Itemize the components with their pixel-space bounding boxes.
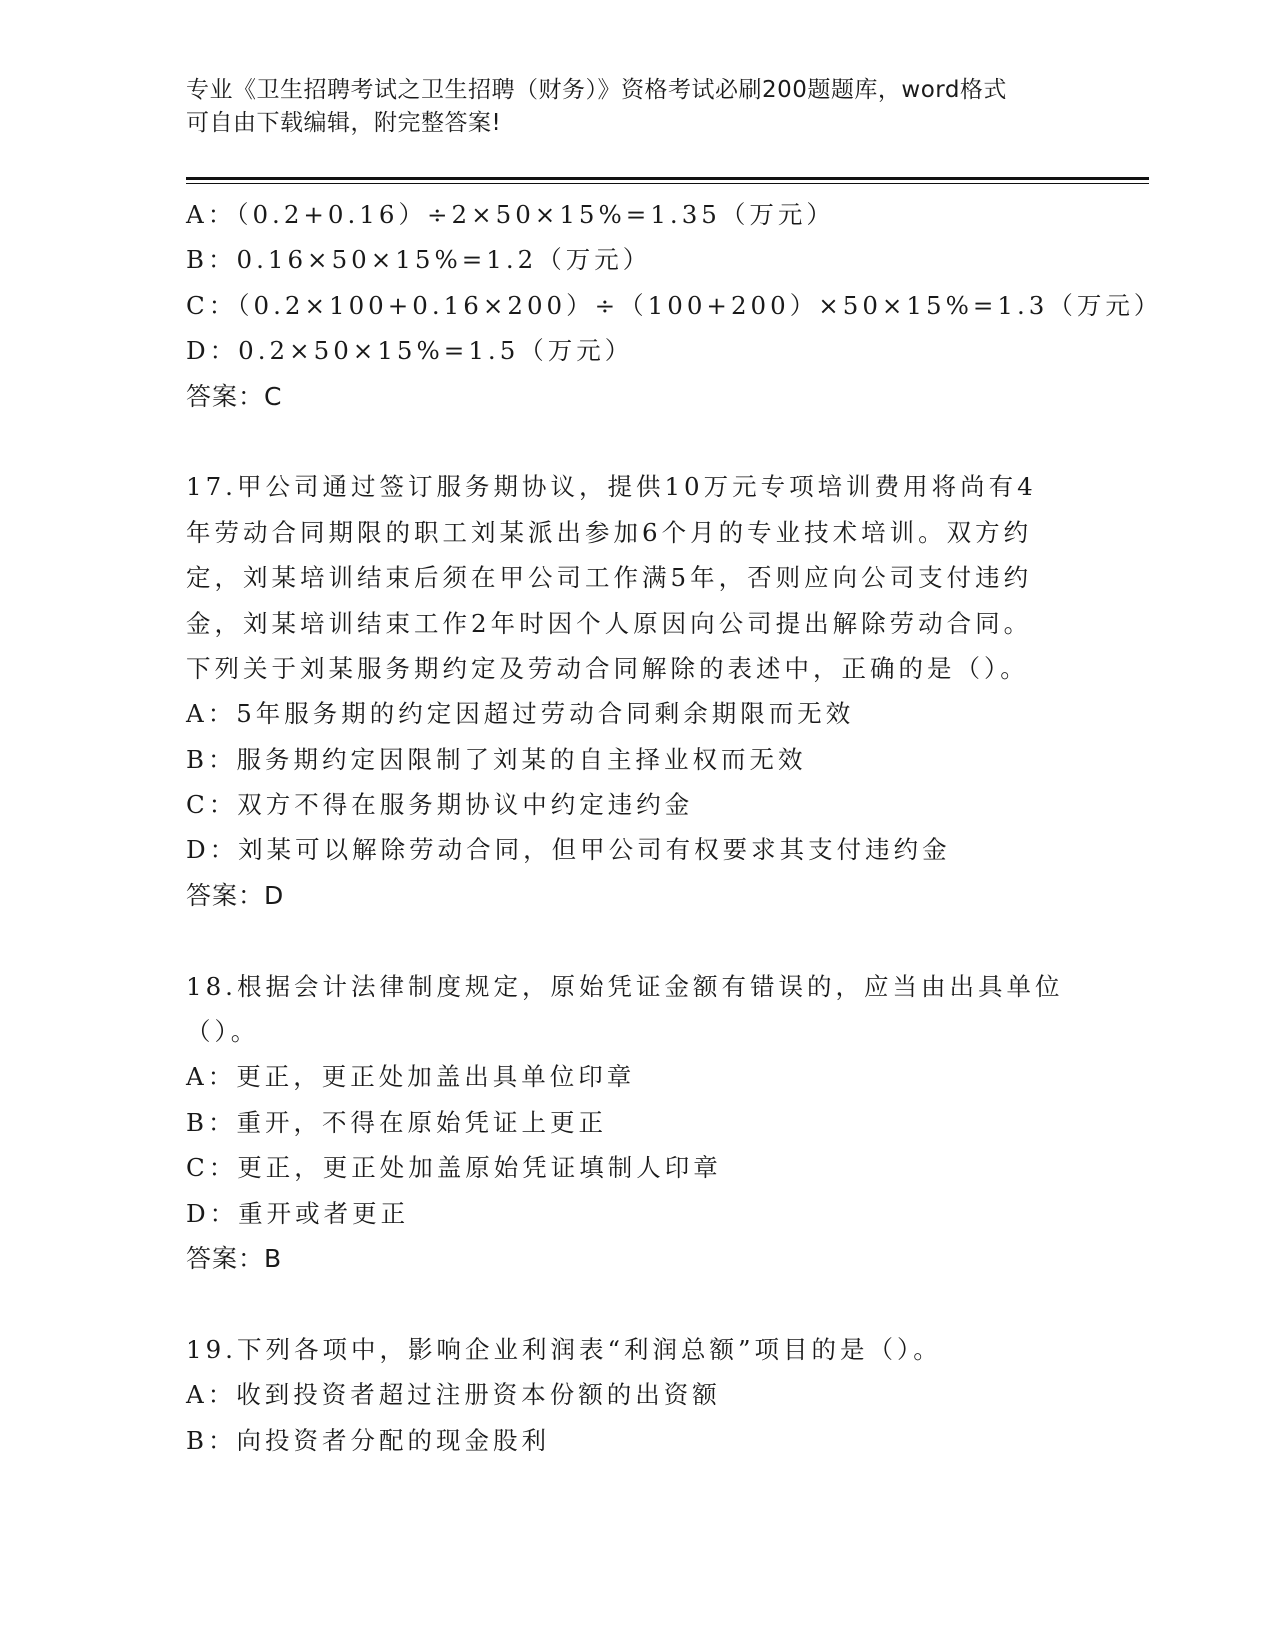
option-c: C：更正，更正处加盖原始凭证填制人印章 bbox=[186, 1153, 722, 1183]
question-16 bbox=[186, 192, 1163, 419]
option-b: B：重开，不得在原始凭证上更正 bbox=[186, 1107, 608, 1137]
header-line-2: 可自由下载编辑，附完整答案! bbox=[186, 110, 502, 136]
answer: 答案：D bbox=[186, 880, 285, 910]
option-a: A：5年服务期的约定因超过劳动合同剩余期限而无效 bbox=[186, 699, 855, 729]
option-b: B：向投资者分配的现金股利 bbox=[186, 1425, 551, 1455]
question-18 bbox=[186, 964, 1086, 1282]
question-stem: 年劳动合同期限的职工刘某派出参加6个月的专业技术培训。双方约 bbox=[186, 517, 1033, 547]
question-stem: 定，刘某培训结束后须在甲公司工作满5年，否则应向公司支付违约 bbox=[186, 563, 1033, 593]
question-17 bbox=[186, 464, 1086, 918]
option-d: D：重开或者更正 bbox=[186, 1198, 410, 1228]
question-stem: （）。 bbox=[186, 1017, 260, 1047]
question-stem: 金，刘某培训结束工作2年时因个人原因向公司提出解除劳动合同。 bbox=[186, 608, 1033, 638]
question-stem: 下列关于刘某服务期约定及劳动合同解除的表述中，正确的是（）。 bbox=[186, 653, 1029, 683]
header-divider bbox=[186, 177, 1149, 184]
header-line-1: 专业《卫生招聘考试之卫生招聘（财务）》资格考试必刷200题题库，word格式 bbox=[186, 77, 1007, 103]
option-d: D：0.2×50×15%=1.5（万元） bbox=[186, 336, 634, 366]
document-header bbox=[186, 74, 1086, 140]
option-a: A：更正，更正处加盖出具单位印章 bbox=[186, 1062, 636, 1092]
question-stem: 17.甲公司通过签订服务期协议，提供10万元专项培训费用将尚有4 bbox=[186, 472, 1037, 502]
option-d: D：刘某可以解除劳动合同，但甲公司有权要求其支付违约金 bbox=[186, 835, 951, 865]
question-stem: 19.下列各项中，影响企业利润表“利润总额”项目的是（）。 bbox=[186, 1334, 942, 1364]
question-list bbox=[186, 192, 1163, 1463]
answer: 答案：C bbox=[186, 381, 283, 411]
option-a: A：收到投资者超过注册资本份额的出资额 bbox=[186, 1380, 721, 1410]
question-stem: 18.根据会计法律制度规定，原始凭证金额有错误的，应当由出具单位 bbox=[186, 971, 1064, 1001]
question-19 bbox=[186, 1327, 1086, 1463]
option-b: B：服务期约定因限制了刘某的自主择业权而无效 bbox=[186, 744, 807, 774]
answer: 答案：B bbox=[186, 1243, 283, 1273]
option-c: C：双方不得在服务期协议中约定违约金 bbox=[186, 790, 694, 820]
option-c: C：（0.2×100+0.16×200）÷（100+200）×50×15%=1.3（万元） bbox=[186, 290, 1163, 320]
option-a: A：（0.2+0.16）÷2×50×15%=1.35（万元） bbox=[186, 200, 835, 229]
option-b: B：0.16×50×15%=1.2（万元） bbox=[186, 245, 652, 275]
